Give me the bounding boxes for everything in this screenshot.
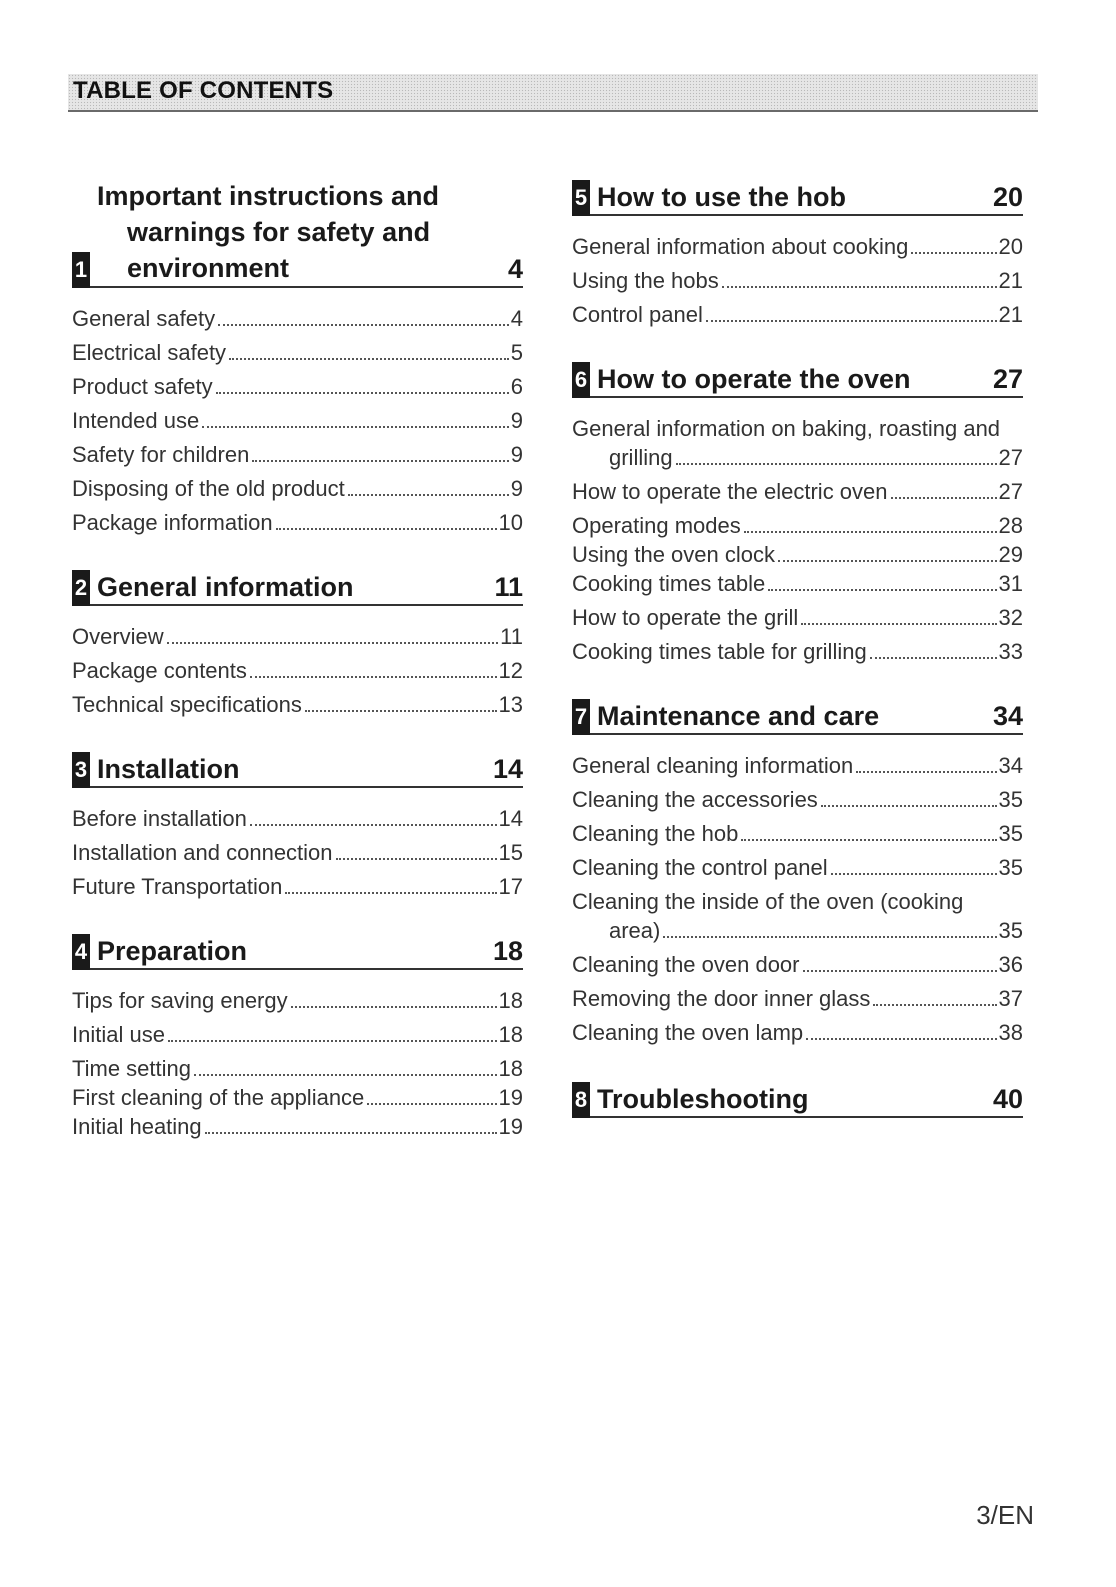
entry-title: Control panel <box>572 302 703 327</box>
section-page: 14 <box>492 754 523 784</box>
entry-title: Installation and connection <box>72 840 333 865</box>
entry-page: 35 <box>998 787 1023 812</box>
entry-page: 17 <box>498 874 523 899</box>
section-heading[interactable] <box>72 178 523 288</box>
entry-page: 32 <box>998 605 1023 630</box>
dot-leader <box>873 1004 996 1006</box>
dot-leader <box>741 839 996 841</box>
entry-title: Electrical safety <box>72 340 227 365</box>
toc-column-right <box>572 178 1023 1118</box>
entry-page: 10 <box>498 510 523 535</box>
entry-title: Before installation <box>72 806 247 831</box>
entry-page: 35 <box>998 855 1023 880</box>
entry-page: 9 <box>510 442 523 467</box>
toc-entry[interactable] <box>72 654 523 688</box>
dot-leader <box>856 771 996 773</box>
entry-title: General cleaning information <box>572 753 854 778</box>
dot-leader <box>205 1132 497 1134</box>
entry-page: 9 <box>510 408 523 433</box>
dot-leader <box>891 497 997 499</box>
toc-entries <box>72 620 523 722</box>
section-title: How to operate the oven <box>597 364 911 394</box>
dot-leader <box>778 560 997 562</box>
toc-entry[interactable] <box>572 635 1023 669</box>
section-title: Important instructions and warnings for safety and environment <box>97 181 440 283</box>
section-number: 5 <box>572 180 590 216</box>
entry-title: How to operate the grill <box>572 605 799 630</box>
dot-leader <box>348 494 509 496</box>
toc-section-2 <box>72 568 523 722</box>
entry-title: Intended use <box>72 408 200 433</box>
entry-page: 18 <box>498 988 523 1013</box>
toc-entry[interactable] <box>572 601 1023 635</box>
toc-entry[interactable] <box>72 404 523 438</box>
entry-title: Initial heating <box>72 1114 202 1139</box>
section-heading[interactable] <box>72 568 523 606</box>
toc-entry[interactable] <box>572 982 1023 1016</box>
entry-title: Using the hobs <box>572 268 719 293</box>
dot-leader <box>216 392 509 394</box>
section-title: Installation <box>97 754 240 784</box>
toc-entry[interactable] <box>72 472 523 506</box>
entry-page: 37 <box>998 986 1023 1011</box>
entry-title: Cleaning the oven door <box>572 952 800 977</box>
page-title: TABLE OF CONTENTS <box>73 77 334 104</box>
toc-section-4 <box>72 932 523 1144</box>
toc-entries <box>572 412 1023 669</box>
entry-page: 35 <box>998 918 1023 943</box>
dot-leader <box>367 1103 496 1105</box>
toc-entry[interactable] <box>572 885 1023 948</box>
entry-title: Disposing of the old product <box>72 476 345 501</box>
entry-page: 11 <box>500 624 523 649</box>
entry-page: 33 <box>998 639 1023 664</box>
toc-header-bar <box>68 74 1038 112</box>
toc-entry[interactable] <box>72 438 523 472</box>
toc-section-5 <box>572 178 1023 332</box>
toc-entry[interactable] <box>72 1110 523 1144</box>
toc-entries <box>572 230 1023 332</box>
entry-title: Cleaning the hob <box>572 821 739 846</box>
entry-page: 27 <box>998 445 1023 470</box>
entry-page: 21 <box>998 268 1023 293</box>
entry-title: General information on baking, roasting and <box>572 416 1001 441</box>
dot-leader <box>706 320 997 322</box>
dot-leader <box>336 858 497 860</box>
toc-section-6 <box>572 360 1023 669</box>
toc-entry[interactable] <box>572 298 1023 332</box>
dot-leader <box>663 936 996 938</box>
section-heading[interactable] <box>72 932 523 970</box>
dot-leader <box>821 805 997 807</box>
section-number: 1 <box>72 252 90 288</box>
dot-leader <box>202 426 509 428</box>
toc-entry[interactable] <box>72 984 523 1018</box>
entry-title: Safety for children <box>72 442 250 467</box>
dot-leader <box>676 463 997 465</box>
section-number: 6 <box>572 362 590 398</box>
entry-title: Operating modes <box>572 513 741 538</box>
section-title: Maintenance and care <box>597 701 880 731</box>
toc-entry[interactable] <box>572 567 1023 601</box>
entry-continuation <box>572 441 1023 475</box>
entry-page: 15 <box>498 840 523 865</box>
section-number: 8 <box>572 1082 590 1118</box>
dot-leader <box>168 1040 497 1042</box>
toc-entry[interactable] <box>572 1016 1023 1050</box>
entry-title: General information about cooking <box>572 234 909 259</box>
toc-column-left <box>72 178 523 1144</box>
toc-entry[interactable] <box>572 948 1023 982</box>
dot-leader <box>291 1006 497 1008</box>
entry-page: 35 <box>998 821 1023 846</box>
entry-title: General safety <box>72 306 216 331</box>
entry-page: 38 <box>998 1020 1023 1045</box>
dot-leader <box>285 892 496 894</box>
toc-entry[interactable] <box>572 264 1023 298</box>
section-title: General information <box>97 572 354 602</box>
page-number: 3/EN <box>976 1500 1034 1530</box>
toc-entry[interactable] <box>572 412 1023 475</box>
entry-title: Technical specifications <box>72 692 302 717</box>
section-number: 4 <box>72 934 90 970</box>
entry-title: Product safety <box>72 374 213 399</box>
entry-page: 20 <box>998 234 1023 259</box>
toc-entry[interactable] <box>572 851 1023 885</box>
toc-entry[interactable] <box>572 475 1023 509</box>
entry-page: 34 <box>998 753 1023 778</box>
toc-section-7 <box>572 697 1023 1050</box>
entry-page: 12 <box>498 658 523 683</box>
section-title: How to use the hob <box>597 182 846 212</box>
dot-leader <box>250 676 497 678</box>
dot-leader <box>229 358 509 360</box>
section-page: 4 <box>507 254 523 284</box>
toc-entry[interactable] <box>72 870 523 904</box>
toc-entry[interactable] <box>72 802 523 836</box>
entry-page: 19 <box>498 1085 523 1110</box>
toc-entry[interactable] <box>72 336 523 370</box>
toc-entries <box>572 749 1023 1050</box>
toc-entries <box>72 802 523 904</box>
dot-leader <box>744 531 997 533</box>
section-title: Preparation <box>97 936 248 966</box>
entry-page: 19 <box>498 1114 523 1139</box>
toc-entry[interactable] <box>72 1018 523 1052</box>
entry-title: Cleaning the inside of the oven (cooking <box>572 889 964 914</box>
section-page: 27 <box>992 364 1023 394</box>
section-page: 34 <box>992 701 1023 731</box>
dot-leader <box>722 286 997 288</box>
toc-entries <box>72 302 523 540</box>
dot-leader <box>167 642 498 644</box>
toc-entry[interactable] <box>572 749 1023 783</box>
section-page: 20 <box>992 182 1023 212</box>
entry-title: Future Transportation <box>72 874 283 899</box>
dot-leader <box>806 1038 996 1040</box>
entry-page: 9 <box>510 476 523 501</box>
toc-entry[interactable] <box>72 688 523 722</box>
toc-section-3 <box>72 750 523 904</box>
entry-page: 18 <box>498 1022 523 1047</box>
dot-leader <box>801 623 996 625</box>
toc-entries <box>72 984 523 1144</box>
entry-page: 21 <box>998 302 1023 327</box>
section-heading[interactable] <box>572 1080 1023 1118</box>
dot-leader <box>276 528 497 530</box>
toc-section-8 <box>572 1080 1023 1118</box>
toc-entry[interactable] <box>572 817 1023 851</box>
entry-title: Cleaning the oven lamp <box>572 1020 804 1045</box>
section-number: 3 <box>72 752 90 788</box>
toc-entry[interactable] <box>72 836 523 870</box>
entry-page: 31 <box>998 571 1023 596</box>
toc-entry[interactable] <box>572 783 1023 817</box>
entry-page: 29 <box>998 542 1023 567</box>
toc-entry[interactable] <box>572 230 1023 264</box>
toc-entry[interactable] <box>72 370 523 404</box>
dot-leader <box>911 252 996 254</box>
section-page: 18 <box>492 936 523 966</box>
toc-entry[interactable] <box>72 620 523 654</box>
dot-leader <box>250 824 497 826</box>
entry-page: 4 <box>510 306 523 331</box>
dot-leader <box>252 460 508 462</box>
entry-title: Overview <box>72 624 164 649</box>
section-title: Troubleshooting <box>597 1084 809 1114</box>
section-page: 11 <box>494 572 523 602</box>
entry-page: 18 <box>498 1056 523 1081</box>
entry-title: Using the oven clock <box>572 542 775 567</box>
dot-leader <box>218 324 509 326</box>
entry-page: 27 <box>998 479 1023 504</box>
entry-page: 28 <box>998 513 1023 538</box>
dot-leader <box>194 1074 497 1076</box>
entry-title: First cleaning of the appliance <box>72 1085 365 1110</box>
entry-page: 36 <box>998 952 1023 977</box>
entry-title: Package contents <box>72 658 247 683</box>
section-number: 7 <box>572 699 590 735</box>
toc-section-1 <box>72 178 523 540</box>
entry-title: Cooking times table <box>572 571 766 596</box>
entry-title: How to operate the electric oven <box>572 479 888 504</box>
dot-leader <box>305 710 497 712</box>
entry-title: Cleaning the control panel <box>572 855 828 880</box>
entry-title: Time setting <box>72 1056 192 1081</box>
entry-title-cont: grilling <box>609 445 673 470</box>
section-page: 40 <box>992 1084 1023 1114</box>
section-heading[interactable] <box>572 360 1023 398</box>
toc-entry[interactable] <box>72 302 523 336</box>
entry-page: 13 <box>498 692 523 717</box>
dot-leader <box>768 589 996 591</box>
section-heading[interactable] <box>572 697 1023 735</box>
section-number: 2 <box>72 570 90 606</box>
entry-title: Package information <box>72 510 273 535</box>
entry-page: 6 <box>510 374 523 399</box>
section-heading[interactable] <box>572 178 1023 216</box>
entry-title: Initial use <box>72 1022 165 1047</box>
entry-page: 5 <box>510 340 523 365</box>
entry-title: Cooking times table for grilling <box>572 639 867 664</box>
entry-title: Tips for saving energy <box>72 988 288 1013</box>
entry-title-cont: area) <box>609 918 661 943</box>
entry-continuation <box>572 914 1023 948</box>
dot-leader <box>870 657 997 659</box>
toc-entry[interactable] <box>72 506 523 540</box>
dot-leader <box>831 873 997 875</box>
entry-title: Cleaning the accessories <box>572 787 818 812</box>
dot-leader <box>803 970 997 972</box>
entry-title: Removing the door inner glass <box>572 986 871 1011</box>
section-heading[interactable] <box>72 750 523 788</box>
entry-page: 14 <box>498 806 523 831</box>
